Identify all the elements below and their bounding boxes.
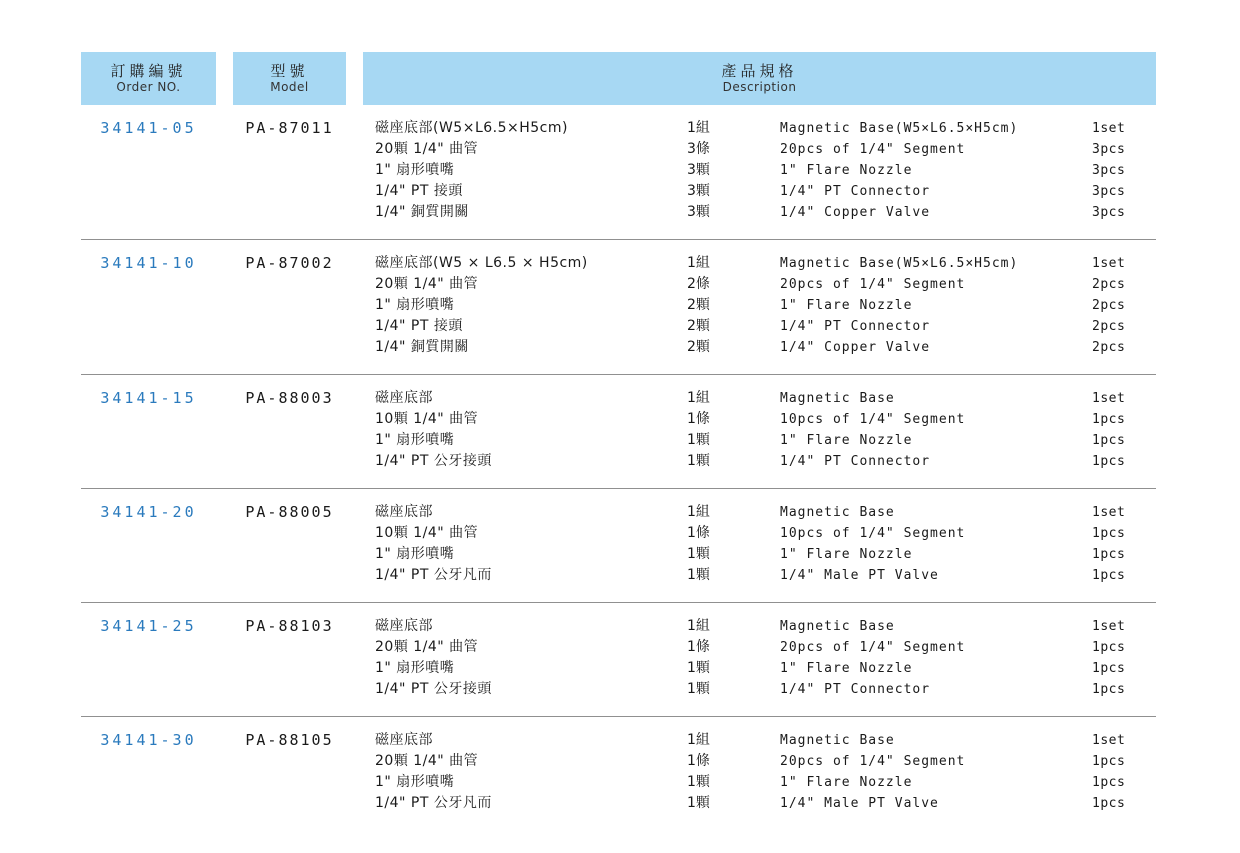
item-name-en: Magnetic Base [780,505,895,520]
model-no: PA-87002 [245,254,334,272]
table-row [81,489,1156,603]
spec-item-line [375,181,1156,202]
model-no: PA-88005 [245,503,334,521]
item-name-en: 1" Flare Nozzle [780,163,913,178]
item-name-en: 1" Flare Nozzle [780,547,913,562]
item-quantity-en: 2pcs [1092,277,1126,292]
item-quantity-zh: 1顆 [687,681,710,697]
item-name-en: Magnetic Base [780,733,895,748]
spec-item-line [375,409,1156,430]
item-name-zh: 20顆 1/4" 曲管 [375,276,479,292]
item-name-zh: 1" 扇形噴嘴 [375,432,455,448]
item-quantity-en: 1pcs [1092,433,1126,448]
spec-item-line [375,793,1156,814]
item-quantity-zh: 1條 [687,525,710,541]
item-quantity-en: 1pcs [1092,754,1126,769]
item-name-en: 20pcs of 1/4" Segment [780,277,966,292]
item-name-zh: 磁座底部 [375,618,433,634]
item-name-zh: 1" 扇形噴嘴 [375,162,455,178]
item-name-en: Magnetic Base(W5×L6.5×H5cm) [780,121,1019,136]
item-name-en: 1" Flare Nozzle [780,433,913,448]
table-row [81,240,1156,375]
item-quantity-en: 1pcs [1092,412,1126,427]
spec-item-line [375,274,1156,295]
item-quantity-zh: 1顆 [687,774,710,790]
item-name-zh: 1/4" 銅質開關 [375,204,469,220]
item-name-en: 10pcs of 1/4" Segment [780,412,966,427]
item-name-en: 1/4" Male PT Valve [780,796,939,811]
item-name-en: 1/4" Copper Valve [780,340,931,355]
spec-item-line [375,616,1156,637]
item-name-en: 20pcs of 1/4" Segment [780,754,966,769]
item-name-zh: 1/4" PT 公牙接頭 [375,453,492,469]
item-quantity-en: 3pcs [1092,184,1126,199]
item-quantity-zh: 3顆 [687,204,710,220]
item-name-zh: 1/4" PT 公牙接頭 [375,681,492,697]
item-name-en: 1/4" PT Connector [780,319,931,334]
item-name-en: Magnetic Base [780,391,895,406]
order-no: 34141-15 [100,389,197,407]
spec-item-line [375,430,1156,451]
description-cell [363,730,1156,814]
spec-item-line [375,544,1156,565]
spec-item-line [375,658,1156,679]
item-name-zh: 磁座底部(W5 × L6.5 × H5cm) [375,255,588,271]
item-quantity-en: 1pcs [1092,775,1126,790]
spec-item-line [375,637,1156,658]
item-quantity-zh: 3顆 [687,183,710,199]
item-name-zh: 20顆 1/4" 曲管 [375,639,479,655]
item-quantity-en: 2pcs [1092,319,1126,334]
description-cell [363,253,1156,358]
spec-item-line [375,451,1156,472]
item-quantity-zh: 2條 [687,276,710,292]
item-quantity-zh: 1組 [687,390,710,406]
item-name-zh: 磁座底部 [375,732,433,748]
item-name-en: 1/4" Copper Valve [780,205,931,220]
item-quantity-en: 1set [1092,256,1126,271]
table-header-row [81,52,1156,105]
order-no: 34141-25 [100,617,197,635]
item-quantity-en: 1set [1092,505,1126,520]
spec-item-line [375,502,1156,523]
item-quantity-zh: 1顆 [687,432,710,448]
item-name-zh: 1/4" PT 公牙凡而 [375,795,492,811]
item-name-zh: 1" 扇形噴嘴 [375,660,455,676]
item-quantity-en: 1set [1092,121,1126,136]
header-order-no-zh: 訂購編號 [110,61,187,80]
header-model [233,52,346,105]
item-quantity-zh: 1組 [687,255,710,271]
item-name-en: 20pcs of 1/4" Segment [780,142,966,157]
description-cell [363,502,1156,586]
model-no: PA-88003 [245,389,334,407]
item-quantity-zh: 1組 [687,732,710,748]
item-quantity-zh: 1條 [687,639,710,655]
spec-item-line [375,118,1156,139]
spec-item-line [375,202,1156,223]
spec-item-line [375,316,1156,337]
item-name-en: Magnetic Base(W5×L6.5×H5cm) [780,256,1019,271]
item-quantity-en: 3pcs [1092,163,1126,178]
spec-item-line [375,139,1156,160]
item-quantity-en: 2pcs [1092,340,1126,355]
item-name-zh: 磁座底部 [375,390,433,406]
item-quantity-en: 3pcs [1092,142,1126,157]
header-model-en: Model [270,80,309,95]
item-name-en: 1/4" Male PT Valve [780,568,939,583]
item-quantity-zh: 3條 [687,141,710,157]
item-quantity-zh: 1顆 [687,660,710,676]
item-name-en: 1/4" PT Connector [780,184,931,199]
order-no: 34141-10 [100,254,197,272]
item-name-zh: 1/4" PT 接頭 [375,318,463,334]
item-quantity-en: 1pcs [1092,796,1126,811]
item-name-en: 10pcs of 1/4" Segment [780,526,966,541]
order-no: 34141-30 [100,731,197,749]
description-cell [363,118,1156,223]
table-row [81,375,1156,489]
item-name-en: 1" Flare Nozzle [780,775,913,790]
item-quantity-zh: 1條 [687,411,710,427]
item-quantity-zh: 1組 [687,618,710,634]
item-quantity-en: 1pcs [1092,454,1126,469]
item-name-zh: 1/4" 銅質開關 [375,339,469,355]
item-quantity-zh: 1顆 [687,567,710,583]
item-quantity-en: 1set [1092,391,1126,406]
item-quantity-en: 1pcs [1092,682,1126,697]
item-name-zh: 10顆 1/4" 曲管 [375,411,479,427]
item-quantity-zh: 3顆 [687,162,710,178]
spec-item-line [375,523,1156,544]
item-name-zh: 1/4" PT 接頭 [375,183,463,199]
table-row [81,105,1156,240]
spec-item-line [375,565,1156,586]
item-name-en: 1" Flare Nozzle [780,661,913,676]
item-name-en: 1" Flare Nozzle [780,298,913,313]
spec-item-line [375,337,1156,358]
header-description [363,52,1156,105]
description-cell [363,616,1156,700]
spec-item-line [375,253,1156,274]
header-description-zh: 產品規格 [721,61,798,80]
header-order-no-en: Order NO. [116,80,181,95]
item-name-zh: 10顆 1/4" 曲管 [375,525,479,541]
item-quantity-zh: 1顆 [687,795,710,811]
item-name-zh: 1/4" PT 公牙凡而 [375,567,492,583]
model-no: PA-88103 [245,617,334,635]
item-name-en: 1/4" PT Connector [780,454,931,469]
spec-item-line [375,160,1156,181]
model-no: PA-87011 [245,119,334,137]
item-quantity-en: 1pcs [1092,640,1126,655]
header-description-en: Description [722,80,797,95]
item-quantity-en: 1pcs [1092,547,1126,562]
item-quantity-zh: 2顆 [687,339,710,355]
item-quantity-en: 3pcs [1092,205,1126,220]
item-name-zh: 1" 扇形噴嘴 [375,546,455,562]
item-name-zh: 磁座底部 [375,504,433,520]
item-quantity-zh: 1條 [687,753,710,769]
spec-item-line [375,730,1156,751]
header-order-no [81,52,216,105]
product-spec-table [81,52,1156,830]
item-name-en: Magnetic Base [780,619,895,634]
spec-item-line [375,679,1156,700]
item-quantity-zh: 1組 [687,504,710,520]
order-no: 34141-05 [100,119,197,137]
model-no: PA-88105 [245,731,334,749]
item-name-zh: 1" 扇形噴嘴 [375,297,455,313]
item-name-en: 20pcs of 1/4" Segment [780,640,966,655]
spec-item-line [375,295,1156,316]
item-quantity-zh: 1顆 [687,546,710,562]
item-quantity-zh: 2顆 [687,297,710,313]
item-name-zh: 20顆 1/4" 曲管 [375,141,479,157]
item-quantity-en: 1set [1092,733,1126,748]
item-quantity-en: 2pcs [1092,298,1126,313]
table-row [81,717,1156,830]
item-name-zh: 20顆 1/4" 曲管 [375,753,479,769]
item-quantity-en: 1set [1092,619,1126,634]
header-model-zh: 型號 [270,61,309,80]
item-quantity-en: 1pcs [1092,568,1126,583]
order-no: 34141-20 [100,503,197,521]
table-body [81,105,1156,830]
description-cell [363,388,1156,472]
spec-item-line [375,751,1156,772]
spec-item-line [375,772,1156,793]
item-name-en: 1/4" PT Connector [780,682,931,697]
item-quantity-zh: 1顆 [687,453,710,469]
item-quantity-en: 1pcs [1092,526,1126,541]
table-row [81,603,1156,717]
spec-item-line [375,388,1156,409]
item-quantity-zh: 2顆 [687,318,710,334]
item-quantity-en: 1pcs [1092,661,1126,676]
item-name-zh: 磁座底部(W5×L6.5×H5cm) [375,120,568,136]
item-name-zh: 1" 扇形噴嘴 [375,774,455,790]
item-quantity-zh: 1組 [687,120,710,136]
